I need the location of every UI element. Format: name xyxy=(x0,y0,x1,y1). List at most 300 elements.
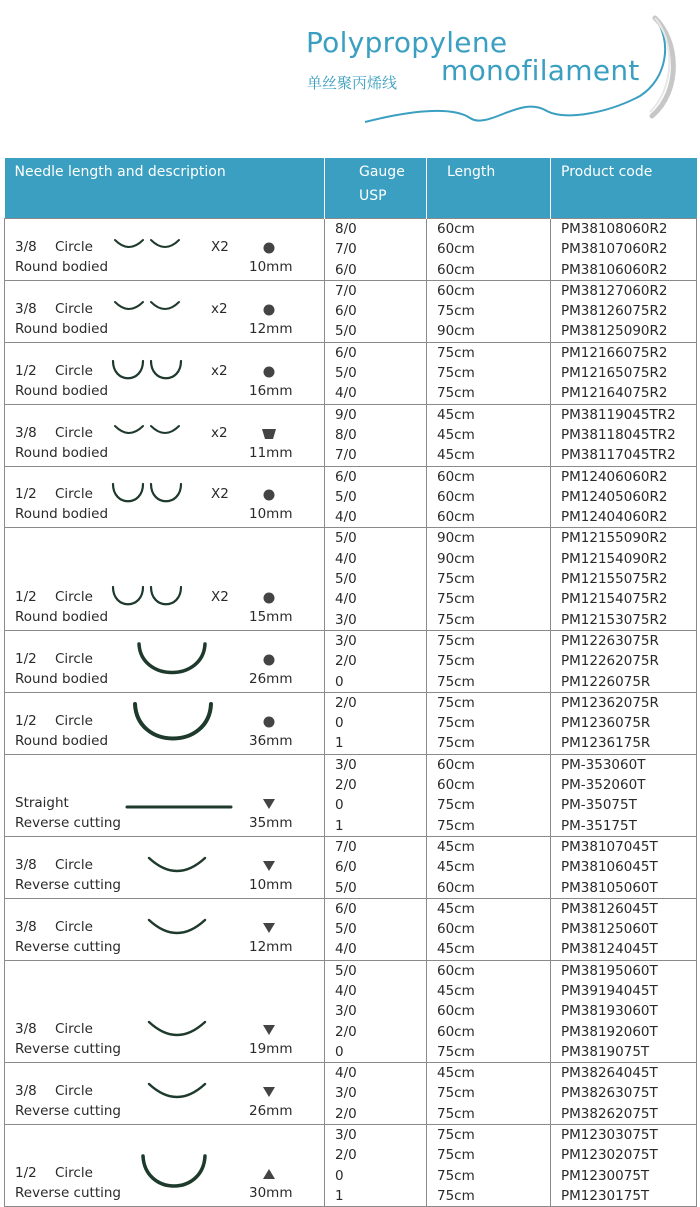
needle-type xyxy=(15,1021,93,1037)
gauge-cell xyxy=(325,1063,427,1125)
product-code-cell xyxy=(551,836,697,898)
length-value: 75cm xyxy=(437,1043,475,1060)
length-value: 75cm xyxy=(437,797,475,814)
length-value: 45cm xyxy=(437,941,475,958)
length-value: 60cm xyxy=(437,509,475,526)
round-body-symbol-icon xyxy=(262,303,276,317)
gauge-cell xyxy=(325,692,427,754)
gauge-value: 3/0 xyxy=(335,1003,357,1020)
product-code: PM38263075T xyxy=(561,1085,658,1102)
gauge-value: 5/0 xyxy=(335,530,357,547)
taper-cut-symbol-icon xyxy=(262,427,276,441)
length-value: 75cm xyxy=(437,715,475,732)
column-header-gauge xyxy=(325,158,427,219)
product-code: PM12362075R xyxy=(561,694,659,711)
length-value: 45cm xyxy=(437,426,475,443)
length-cell xyxy=(427,692,551,754)
length-value: 45cm xyxy=(437,859,475,876)
product-code-cell xyxy=(551,466,697,528)
needle-count: X2 xyxy=(211,486,229,503)
product-code: PM38118045TR2 xyxy=(561,426,676,443)
length-cell xyxy=(427,630,551,692)
needle-count: x2 xyxy=(211,300,228,317)
length-value: 45cm xyxy=(437,900,475,917)
needle-length: 15mm xyxy=(249,608,293,625)
needle-type xyxy=(15,425,93,441)
needle-curvature: 1/2 xyxy=(15,712,37,729)
needle-curvature: 3/8 xyxy=(15,300,37,317)
table-body xyxy=(5,219,697,1207)
length-cell xyxy=(427,1063,551,1125)
table-row xyxy=(5,404,697,466)
gauge-value: 5/0 xyxy=(335,488,357,505)
needle-length: 10mm xyxy=(249,506,293,523)
gauge-value: 6/0 xyxy=(335,261,357,278)
needle-shape: Circle xyxy=(55,588,93,605)
length-value: 60cm xyxy=(437,261,475,278)
title-line-1: Polypropylene xyxy=(306,26,508,59)
length-value: 60cm xyxy=(437,962,475,979)
needle-shape: Circle xyxy=(55,1165,93,1182)
needle-body-type: Round bodied xyxy=(15,382,109,399)
gauge-value: 7/0 xyxy=(335,241,357,258)
needle-description-cell xyxy=(5,692,325,754)
gauge-value: 2/0 xyxy=(335,1105,357,1122)
product-code: PM12154075R2 xyxy=(561,591,668,608)
needle-curvature: 3/8 xyxy=(15,856,37,873)
length-value: 60cm xyxy=(437,282,475,299)
product-code: PM-353060T xyxy=(561,756,646,773)
needle-type xyxy=(15,589,93,605)
needle-body-type: Round bodied xyxy=(15,320,109,337)
gauge-value: 0 xyxy=(335,715,344,732)
gauge-value: 9/0 xyxy=(335,406,357,423)
needle-length: 26mm xyxy=(249,670,293,687)
needle-curvature: 3/8 xyxy=(15,918,37,935)
needle-count: X2 xyxy=(211,238,229,255)
needle-length: 10mm xyxy=(249,876,293,893)
gauge-value: 0 xyxy=(335,673,344,690)
reverse-cutting-symbol-icon xyxy=(262,921,276,935)
gauge-value: 7/0 xyxy=(335,282,357,299)
gauge-cell xyxy=(325,342,427,404)
product-code-cell xyxy=(551,960,697,1062)
product-code: PM3819075T xyxy=(561,1043,650,1060)
needle-type xyxy=(15,795,69,811)
product-code: PM38107060R2 xyxy=(561,241,668,258)
length-value: 60cm xyxy=(437,1023,475,1040)
curved-needle-icon xyxy=(135,640,209,678)
subtitle-chinese: 单丝聚丙烯线 xyxy=(307,74,398,92)
product-code: PM-352060T xyxy=(561,777,646,794)
product-code-cell xyxy=(551,630,697,692)
needle-body-type: Reverse cutting xyxy=(15,814,121,831)
length-value: 75cm xyxy=(437,632,475,649)
needle-description-cell xyxy=(5,754,325,836)
needle-type xyxy=(15,713,93,729)
needle-shape: Circle xyxy=(55,486,93,503)
gauge-value: 3/0 xyxy=(335,611,357,628)
gauge-value: 1 xyxy=(335,817,344,834)
gauge-value: 3/0 xyxy=(335,1085,357,1102)
gauge-value: 4/0 xyxy=(335,1065,357,1082)
length-value: 60cm xyxy=(437,221,475,237)
needle-curvature: 3/8 xyxy=(15,238,37,255)
reverse-cutting-symbol-icon xyxy=(262,859,276,873)
table-row xyxy=(5,960,697,1062)
product-code: PM1236075R xyxy=(561,715,651,732)
needle-length: 35mm xyxy=(249,814,293,831)
gauge-value: 3/0 xyxy=(335,632,357,649)
length-cell xyxy=(427,898,551,960)
length-value: 75cm xyxy=(437,735,475,752)
needle-type xyxy=(15,301,93,317)
product-code: PM12263075R xyxy=(561,632,659,649)
product-code-cell xyxy=(551,280,697,342)
length-value: 75cm xyxy=(437,1105,475,1122)
product-code: PM38105060T xyxy=(561,879,658,896)
gauge-value: 4/0 xyxy=(335,941,357,958)
gauge-cell xyxy=(325,1125,427,1207)
double-curved-needle-icon xyxy=(109,481,187,507)
gauge-cell xyxy=(325,960,427,1062)
needle-length: 19mm xyxy=(249,1041,293,1058)
product-code-cell xyxy=(551,342,697,404)
product-code: PM1236175R xyxy=(561,735,651,752)
table-row xyxy=(5,1063,697,1125)
length-value: 60cm xyxy=(437,756,475,773)
product-code: PM12262075R xyxy=(561,653,659,670)
needle-length: 30mm xyxy=(249,1185,293,1202)
gauge-value: 0 xyxy=(335,1167,344,1184)
needle-type xyxy=(15,239,93,255)
needle-curvature: 1/2 xyxy=(15,588,37,605)
needle-description-cell xyxy=(5,342,325,404)
gauge-value: 5/0 xyxy=(335,323,357,340)
gauge-value: 3/0 xyxy=(335,756,357,773)
product-code: PM12165075R2 xyxy=(561,365,668,382)
reverse-cutting-symbol-icon xyxy=(262,1085,276,1099)
needle-length: 11mm xyxy=(249,444,293,461)
table-row xyxy=(5,1125,697,1207)
needle-length: 36mm xyxy=(249,732,293,749)
reverse-cutting-symbol-icon xyxy=(262,1023,276,1037)
gauge-value: 4/0 xyxy=(335,591,357,608)
product-code-cell xyxy=(551,898,697,960)
product-code: PM38192060T xyxy=(561,1023,658,1040)
product-code: PM38193060T xyxy=(561,1003,658,1020)
needle-count: x2 xyxy=(211,362,228,379)
needle-body-type: Round bodied xyxy=(15,444,109,461)
product-code: PM12406060R2 xyxy=(561,468,668,485)
product-code-cell xyxy=(551,692,697,754)
product-code: PM38126075R2 xyxy=(561,303,668,320)
length-value: 75cm xyxy=(437,611,475,628)
length-value: 75cm xyxy=(437,1187,475,1204)
product-code: PM12154090R2 xyxy=(561,550,668,567)
needle-body-type: Reverse cutting xyxy=(15,876,121,893)
needle-description-cell xyxy=(5,898,325,960)
round-body-symbol-icon xyxy=(262,241,276,255)
curved-needle-icon xyxy=(139,1152,209,1192)
needle-curvature: 1/2 xyxy=(15,362,37,379)
product-code: PM-35175T xyxy=(561,817,637,834)
gauge-cell xyxy=(325,219,427,281)
length-cell xyxy=(427,960,551,1062)
product-code: PM38124045T xyxy=(561,941,658,958)
curved-needle-icon xyxy=(131,700,215,744)
needle-description-cell xyxy=(5,1063,325,1125)
gauge-value: 4/0 xyxy=(335,385,357,402)
column-header-product-code: Product code xyxy=(551,158,697,219)
needle-body-type: Reverse cutting xyxy=(15,1041,121,1058)
gauge-value: 0 xyxy=(335,797,344,814)
product-code: PM38106060R2 xyxy=(561,261,668,278)
title-line-2: monofilament xyxy=(441,54,640,87)
needle-description-cell xyxy=(5,280,325,342)
table-row xyxy=(5,630,697,692)
product-code: PM1230075T xyxy=(561,1167,650,1184)
gauge-cell xyxy=(325,754,427,836)
product-code: PM12155090R2 xyxy=(561,530,668,547)
gauge-value: 6/0 xyxy=(335,344,357,361)
gauge-value: 8/0 xyxy=(335,426,357,443)
needle-shape: Circle xyxy=(55,362,93,379)
gauge-value: 0 xyxy=(335,1043,344,1060)
gauge-value: 5/0 xyxy=(335,365,357,382)
product-code: PM38107045T xyxy=(561,838,658,855)
round-body-symbol-icon xyxy=(262,488,276,502)
length-value: 75cm xyxy=(437,1167,475,1184)
curved-needle-icon xyxy=(145,1080,209,1102)
gauge-value: 1 xyxy=(335,1187,344,1204)
product-code: PM12303075T xyxy=(561,1127,658,1144)
length-cell xyxy=(427,1125,551,1207)
round-body-symbol-icon xyxy=(262,715,276,729)
needle-type xyxy=(15,1083,93,1099)
gauge-value: 8/0 xyxy=(335,221,357,237)
product-code: PM12155075R2 xyxy=(561,571,668,588)
gauge-usp-label: USP xyxy=(359,188,387,204)
product-code: PM38262075T xyxy=(561,1105,658,1122)
needle-curvature: 3/8 xyxy=(15,1021,37,1038)
gauge-cell xyxy=(325,404,427,466)
gauge-value: 1 xyxy=(335,735,344,752)
length-value: 75cm xyxy=(437,365,475,382)
length-cell xyxy=(427,528,551,630)
length-cell xyxy=(427,219,551,281)
needle-shape: Circle xyxy=(55,1083,93,1100)
gauge-cell xyxy=(325,836,427,898)
needle-curvature: 1/2 xyxy=(15,486,37,503)
product-code: PM38108060R2 xyxy=(561,221,668,237)
needle-shape: Circle xyxy=(55,650,93,667)
product-code: PM38106045T xyxy=(561,859,658,876)
length-value: 45cm xyxy=(437,447,475,464)
length-value: 60cm xyxy=(437,241,475,258)
product-table xyxy=(4,158,697,1207)
length-value: 75cm xyxy=(437,1127,475,1144)
curved-needle-icon xyxy=(145,916,209,938)
product-code: PM12153075R2 xyxy=(561,611,668,628)
length-value: 75cm xyxy=(437,673,475,690)
length-value: 75cm xyxy=(437,1147,475,1164)
gauge-value: 6/0 xyxy=(335,468,357,485)
gauge-value: 5/0 xyxy=(335,571,357,588)
needle-description-cell xyxy=(5,404,325,466)
length-value: 75cm xyxy=(437,1085,475,1102)
product-code: PM1230175T xyxy=(561,1187,650,1204)
needle-count: x2 xyxy=(211,424,228,441)
gauge-value: 4/0 xyxy=(335,509,357,526)
needle-shape: Circle xyxy=(55,424,93,441)
length-value: 75cm xyxy=(437,571,475,588)
length-cell xyxy=(427,280,551,342)
needle-body-type: Round bodied xyxy=(15,506,109,523)
needle-curvature: 1/2 xyxy=(15,650,37,667)
gauge-value: 6/0 xyxy=(335,900,357,917)
table-row xyxy=(5,342,697,404)
product-code: PM12404060R2 xyxy=(561,509,668,526)
curved-needle-icon xyxy=(145,854,209,876)
product-code-cell xyxy=(551,1063,697,1125)
product-code: PM-35075T xyxy=(561,797,637,814)
needle-shape: Circle xyxy=(55,712,93,729)
product-code-cell xyxy=(551,528,697,630)
product-code: PM12166075R2 xyxy=(561,344,668,361)
needle-body-type: Reverse cutting xyxy=(15,1185,121,1202)
round-body-symbol-icon xyxy=(262,653,276,667)
length-value: 75cm xyxy=(437,817,475,834)
curved-needle-icon xyxy=(145,1018,209,1040)
gauge-value: 5/0 xyxy=(335,962,357,979)
needle-body-type: Round bodied xyxy=(15,732,109,749)
needle-curvature: 3/8 xyxy=(15,1083,37,1100)
needle-shape: Straight xyxy=(15,794,69,811)
gauge-value: 6/0 xyxy=(335,303,357,320)
gauge-cell xyxy=(325,898,427,960)
needle-body-type: Round bodied xyxy=(15,608,109,625)
needle-description-cell xyxy=(5,466,325,528)
length-value: 75cm xyxy=(437,303,475,320)
needle-description-cell xyxy=(5,219,325,281)
length-value: 90cm xyxy=(437,530,475,547)
length-value: 90cm xyxy=(437,323,475,340)
straight-needle-icon xyxy=(123,802,235,812)
needle-description-cell xyxy=(5,1125,325,1207)
gauge-value: 2/0 xyxy=(335,1147,357,1164)
double-curved-needle-icon xyxy=(111,422,183,440)
gauge-cell xyxy=(325,280,427,342)
table-row xyxy=(5,898,697,960)
needle-body-type: Round bodied xyxy=(15,670,109,687)
table-row xyxy=(5,836,697,898)
double-curved-needle-icon xyxy=(111,298,183,316)
column-header-length: Length xyxy=(427,158,551,219)
product-code: PM38127060R2 xyxy=(561,282,668,299)
needle-description-cell xyxy=(5,630,325,692)
needle-curvature: 1/2 xyxy=(15,1165,37,1182)
length-value: 45cm xyxy=(437,1065,475,1082)
product-code: PM12302075T xyxy=(561,1147,658,1164)
length-value: 75cm xyxy=(437,385,475,402)
length-value: 45cm xyxy=(437,982,475,999)
length-value: 60cm xyxy=(437,879,475,896)
needle-description-cell xyxy=(5,960,325,1062)
product-code: PM38117045TR2 xyxy=(561,447,676,464)
table-row xyxy=(5,466,697,528)
product-code: PM38125060T xyxy=(561,921,658,938)
conventional-cutting-symbol-icon xyxy=(262,1167,276,1181)
needle-type xyxy=(15,919,93,935)
gauge-value: 2/0 xyxy=(335,777,357,794)
double-curved-needle-icon xyxy=(111,236,183,254)
product-code: PM38125090R2 xyxy=(561,323,668,340)
length-value: 90cm xyxy=(437,550,475,567)
gauge-label: Gauge xyxy=(359,164,405,180)
length-cell xyxy=(427,342,551,404)
needle-type xyxy=(15,1165,93,1181)
table-row xyxy=(5,528,697,630)
double-curved-needle-icon xyxy=(109,584,187,610)
gauge-value: 2/0 xyxy=(335,694,357,711)
product-code: PM38264045T xyxy=(561,1065,658,1082)
product-code-cell xyxy=(551,219,697,281)
length-value: 75cm xyxy=(437,694,475,711)
round-body-symbol-icon xyxy=(262,365,276,379)
length-value: 60cm xyxy=(437,1003,475,1020)
needle-shape: Circle xyxy=(55,238,93,255)
needle-length: 12mm xyxy=(249,320,293,337)
needle-shape: Circle xyxy=(55,1021,93,1038)
gauge-value: 3/0 xyxy=(335,1127,357,1144)
length-value: 75cm xyxy=(437,344,475,361)
needle-shape: Circle xyxy=(55,300,93,317)
needle-type xyxy=(15,486,93,502)
product-code: PM12405060R2 xyxy=(561,488,668,505)
gauge-value: 2/0 xyxy=(335,1023,357,1040)
table-row xyxy=(5,280,697,342)
double-curved-needle-icon xyxy=(109,358,187,384)
length-value: 60cm xyxy=(437,468,475,485)
length-value: 60cm xyxy=(437,488,475,505)
needle-length: 10mm xyxy=(249,258,293,275)
length-cell xyxy=(427,466,551,528)
length-value: 75cm xyxy=(437,653,475,670)
gauge-value: 7/0 xyxy=(335,838,357,855)
needle-type xyxy=(15,363,93,379)
needle-shape: Circle xyxy=(55,856,93,873)
gauge-value: 2/0 xyxy=(335,653,357,670)
round-body-symbol-icon xyxy=(262,591,276,605)
needle-length: 12mm xyxy=(249,938,293,955)
table-row xyxy=(5,219,697,281)
length-value: 45cm xyxy=(437,406,475,423)
product-code-cell xyxy=(551,404,697,466)
needle-curvature: 3/8 xyxy=(15,424,37,441)
product-code: PM38119045TR2 xyxy=(561,406,676,423)
needle-count: X2 xyxy=(211,588,229,605)
header xyxy=(0,0,700,158)
column-header-description: Needle length and description xyxy=(5,158,325,219)
length-cell xyxy=(427,836,551,898)
needle-description-cell xyxy=(5,528,325,630)
length-value: 60cm xyxy=(437,921,475,938)
length-value: 75cm xyxy=(437,591,475,608)
needle-body-type: Reverse cutting xyxy=(15,938,121,955)
needle-length: 26mm xyxy=(249,1103,293,1120)
length-cell xyxy=(427,754,551,836)
